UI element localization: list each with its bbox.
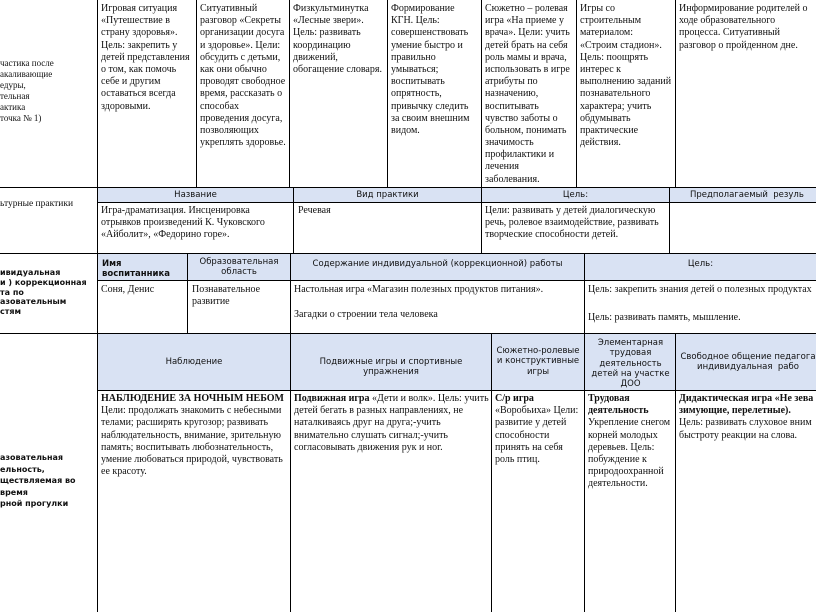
- rule: [196, 0, 197, 187]
- role-game-text: «Воробьиха» Цели: развитие у детей способности принять на себя роль птиц.: [495, 405, 581, 465]
- rule: [97, 0, 98, 612]
- rule: [669, 187, 670, 253]
- row1-left-label: частика после акаливающие едуры, тельная актика точка № 1): [0, 58, 54, 123]
- row3-goal-2: Цель: развивать память, мышление.: [588, 312, 741, 323]
- mobile-game-title: Подвижная игра: [294, 393, 370, 404]
- row1-cell-parents: Информирование родителей о ходе образовательного процесса. Ситуативный разговор о пройденном дне.: [679, 3, 810, 51]
- row4-header-free-talk: Свободное общение педагога индивидуальная рабо: [680, 352, 816, 373]
- labor-title: Трудовая деятельность: [588, 393, 649, 417]
- rule: [0, 187, 816, 188]
- rule: [481, 0, 482, 187]
- row4-left-label: азовательная ельность, ществляемая во время рной прогулки: [0, 453, 76, 509]
- row4-header-mobile-games: Подвижные игры и спортивные упражнения: [319, 357, 466, 378]
- row3-left-label: ивидуальная и ) коррекционная та по азовательным стям: [0, 268, 87, 316]
- observation-text: Цели: продолжать знакомить с небесными телами; расширять кругозор; развивать наблюдательность, внимание, зрительную память; воспитывать любознательность, умение любоваться природой, чувствовать ее красоту.: [101, 405, 286, 478]
- row3-edu-area: Познавательное развитие: [192, 284, 263, 308]
- rule: [97, 390, 816, 391]
- row2-header-goal: Цель:: [562, 190, 589, 200]
- rule: [491, 333, 492, 612]
- row1-cell-physical-minute: Физкультминутка «Лесные звери». Цель: развивать координацию движений, обогащение словаря.: [293, 3, 382, 75]
- row1-cell-game-situation: Игровая ситуация «Путешествие в страну здоровья». Цель: закрепить у детей представления о том, как помочь себе и другим оставаться всегда здоровыми.: [101, 3, 193, 112]
- row4-role-game: [495, 393, 582, 466]
- labor-text: Укрепление снегом корней молодых деревьев. Цель: побуждение к природоохранной деятельности.: [588, 417, 673, 490]
- rule: [289, 0, 290, 187]
- row3-content-2: Загадки о строении тела человека: [294, 309, 438, 320]
- rule: [97, 280, 816, 281]
- row2-left-label: ьтурные практики: [0, 199, 74, 209]
- row1-cell-role-play: Сюжетно – ролевая игра «На приеме у врача». Цели: учить детей брать на себя роль мамы и врача, использовать в игре атрибуты по назначению, воспитывать чувство заботы о больном, понимать значимость профилактики и лечения заболевания.: [485, 3, 573, 185]
- free-talk-title: Дидактическая игра «Не зева зимующие, перелетные).: [679, 393, 816, 417]
- row3-goal-1: Цель: закрепить знания детей о полезных продуктах: [588, 284, 812, 295]
- row2-practice-goal: Цели: развивать у детей диалогическую речь, ролевое взаимодействие, развивать творческие способности детей.: [485, 205, 662, 241]
- row2-practice-kind: Речевая: [298, 205, 331, 216]
- row3-header-content: Содержание индивидуальной (коррекционной) работы: [312, 259, 563, 269]
- rule: [0, 333, 816, 334]
- row3-child-names: Соня, Денис: [101, 284, 155, 295]
- rule: [675, 333, 676, 612]
- rule: [584, 333, 585, 612]
- row3-content-1: Настольная игра «Магазин полезных продуктов питания».: [294, 284, 544, 295]
- row4-header-labor: Элементарная трудовая деятельность детей на участке ДОО: [591, 338, 673, 390]
- row2-header-kind: Вид практики: [356, 190, 419, 200]
- row4-observation: [101, 393, 287, 478]
- role-game-title: С/р игра: [495, 393, 534, 404]
- row2-header-name: Название: [174, 190, 217, 200]
- row4-header-observation: Наблюдение: [165, 357, 223, 367]
- row3-header-goal: Цель:: [687, 259, 714, 269]
- free-talk-text: Цель: развивать слуховое вним быстроту реакции на слова.: [679, 417, 815, 441]
- row1-cell-hygiene: Формирование КГН. Цель: совершенствовать умение быстро и правильно умываться; воспитывать опрятность, привычку следить за своим внешним видом.: [391, 3, 472, 136]
- row2-header-result: Предполагаемый резуль: [690, 190, 804, 200]
- row2-practice-name: Игра-драматизация. Инсценировка отрывков произведений К. Чуковского «Айболит», «Федорино горе».: [101, 205, 268, 241]
- row4-labor: [588, 393, 673, 491]
- rule: [576, 0, 577, 187]
- row1-cell-construction: Игры со строительным материалом: «Строим стадион». Цель: поощрять интерес к выполнению заданий познавательного характера; учить обдумывать практические действия.: [580, 3, 674, 149]
- row1-cell-situational-talk: Ситуативный разговор «Секреты организации досуга и здоровье». Цели: обсудить с детьми, как они обычно проводят свободное время, рассказать о способах проведения досуга, позволяющих укреплять здоровье.: [200, 3, 288, 149]
- row4-free-talk: [679, 393, 816, 442]
- rule: [387, 0, 388, 187]
- row3-header-name: Имя воспитанника: [102, 259, 170, 280]
- row4-mobile-game: [294, 393, 489, 454]
- row4-header-role-games: Сюжетно-ролевые и конструктивные игры: [496, 346, 583, 377]
- rule: [675, 0, 676, 187]
- rule: [97, 202, 816, 203]
- row3-header-area: Образовательная область: [199, 257, 282, 278]
- mobile-game-text: «Дети и волк». Цель: учить детей бегать в разных направлениях, не наталкиваясь друг на друга;-учить внимательно слушать сигнал;-учить согласовывать движения рук и ног.: [294, 393, 489, 453]
- rule: [0, 253, 816, 254]
- observation-title: НАБЛЮДЕНИЕ ЗА НОЧНЫМ НЕБОМ: [101, 393, 284, 404]
